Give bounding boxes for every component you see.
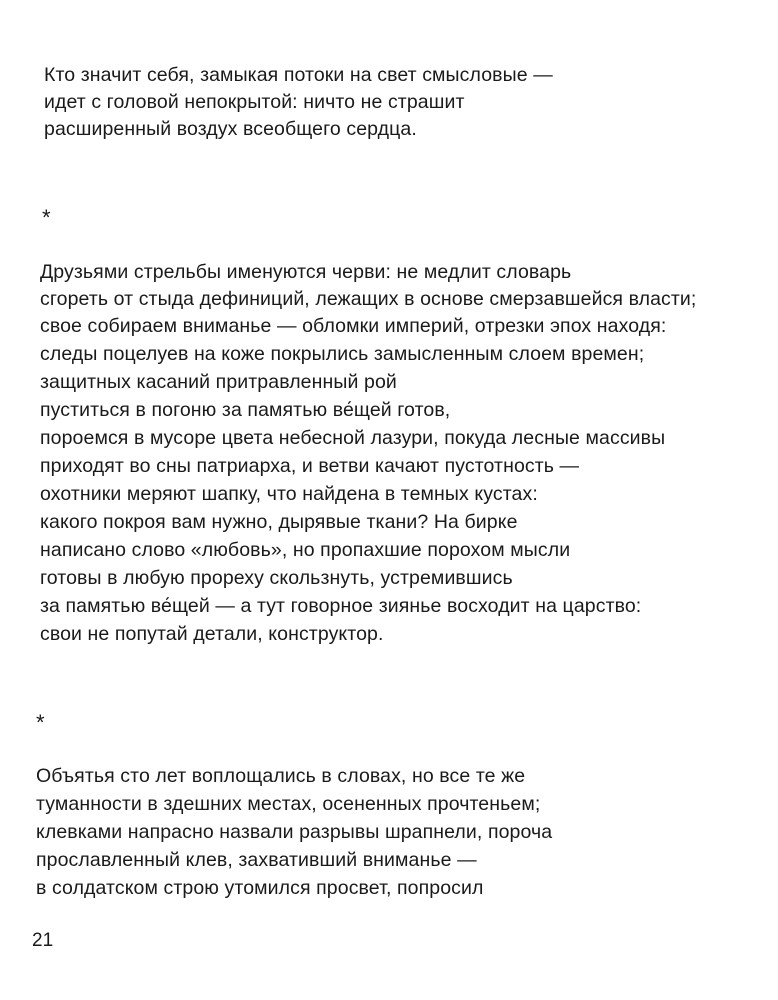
stanza2-line-10: какого покроя вам нужно, дырявые ткани? На бирке [40, 511, 518, 533]
stanza2-line-9: охотники меряют шапку, что найдена в темных кустах: [40, 483, 538, 505]
stanza-separator-1: * [42, 205, 51, 230]
stanza1-line-1: Кто значит себя, замыкая потоки на свет смысловые — [44, 64, 553, 86]
stanza2-line-1: Друзьями стрельбы именуются черви: не медлит словарь [40, 261, 572, 283]
stanza2-line-12: готовы в любую прореху скользнуть, устремившись [40, 567, 513, 589]
stanza3-line-2: туманности в здешних местах, осененных прочтеньем; [36, 793, 541, 815]
stanza2-line-4: следы поцелуев на коже покрылись замысленным слоем времен; [40, 343, 645, 365]
stanza1-line-2: идет с головой непокрытой: ничто не страшит [44, 91, 465, 113]
stanza2-line-2: сгореть от стыда дефиниций, лежащих в основе смерзавшейся власти; [40, 288, 697, 310]
stanza3-line-3: клевками напрасно назвали разрывы шрапнели, порочa [36, 821, 553, 843]
stanza2-line-6: пуститься в погоню за памятью ве́щей готов, [40, 399, 451, 421]
stanza3-line-1: Объятья сто лет воплощались в словах, но все те же [36, 765, 526, 787]
stanza2-line-14: свои не попутай детали, конструктор. [40, 623, 384, 645]
stanza2-line-3: свое собираем вниманье — обломки империй, отрезки эпох находя: [40, 315, 667, 337]
stanza2-line-7: пороемся в мусоре цвета небесной лазури, покуда лесные массивы [40, 427, 666, 449]
stanza1-line-3: расширенный воздух всеобщего сердца. [44, 118, 417, 140]
stanza2-line-11: написано слово «любовь», но пропахшие порохом мысли [40, 539, 571, 561]
stanza-separator-2: * [36, 710, 45, 735]
stanza3-line-4: прославленный клев, захвативший вниманье — [36, 849, 477, 871]
stanza2-line-8: приходят во сны патриарха, и ветви качают пустотность — [40, 455, 580, 477]
stanza2-line-5: защитных касаний притравленный рой [40, 371, 397, 393]
stanza2-line-13: за памятью ве́щей — а тут говорное зиянье восходит на царство: [40, 595, 642, 617]
stanza3-line-5: в солдатском строю утомился просвет, попросил [36, 877, 484, 899]
page-number: 21 [32, 930, 54, 951]
